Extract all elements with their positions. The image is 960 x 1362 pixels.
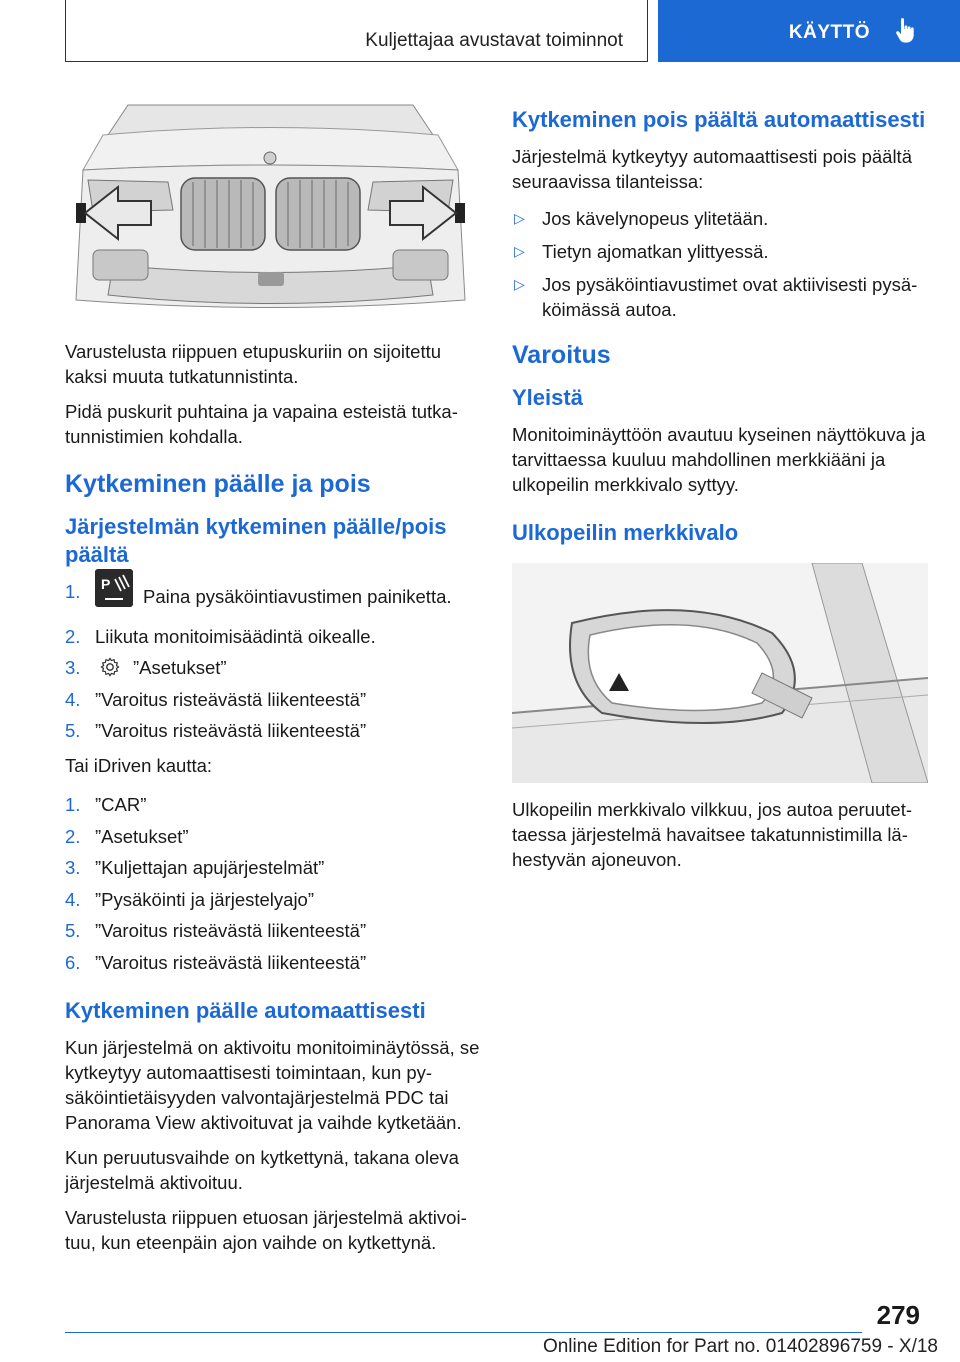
step-text: ”CAR”	[95, 794, 147, 816]
list-item-text: Jos pysäköintiavustimet ovat aktiivisesti pysä-köimässä autoa.	[542, 274, 918, 320]
idrive-steps-list	[65, 792, 481, 975]
heading-system-on-off: Järjestelmän kytkeminen päälle/pois päältä	[65, 514, 447, 567]
paragraph: Kun peruutusvaihde on kytkettynä, takana oleva järjestelmä aktivoituu.	[65, 1146, 459, 1193]
hand-pointing-icon	[894, 18, 918, 44]
step-text: ”Varoitus risteävästä liikenteestä”	[95, 688, 367, 710]
paragraph: Kun järjestelmä on aktivoitu monitoiminäytössä, se kytkeytyy automaattisesti toimintaan, kun py-säköintietäisyyden valvontajärjestelmä PDC tai Panorama View aktivoituvat ja vaihde kytketään.	[65, 1036, 480, 1133]
side-mirror-indicator-figure	[512, 563, 928, 783]
parking-assistant-button-icon	[95, 569, 133, 607]
list-item	[65, 624, 481, 649]
gear-icon	[99, 656, 121, 678]
step-text: Paina pysäköintiavustimen painiketta.	[143, 585, 452, 607]
step-number: 2.	[65, 825, 81, 847]
off-conditions-list	[512, 206, 928, 322]
list-item	[512, 239, 928, 264]
page-number: 279	[876, 1300, 920, 1330]
step-text: Liikuta monitoimisäädintä oikealle.	[95, 625, 376, 647]
footer-edition: Online Edition for Part no. 01402896759 - X/18	[542, 1336, 938, 1357]
list-item	[65, 824, 481, 849]
list-item	[65, 718, 481, 743]
heading-general: Yleistä	[512, 385, 583, 410]
triangle-bullet-icon: ▷	[514, 210, 525, 226]
step-number: 1.	[65, 581, 81, 602]
step-number: 4.	[65, 688, 81, 710]
chapter-label: KÄYTTÖ	[788, 22, 870, 43]
paragraph: Varustelusta riippuen etupuskuriin on sijoitettu kaksi muuta tutkatunnistinta.	[65, 341, 442, 387]
heading-auto-off: Kytkeminen pois päältä automaattisesti	[512, 107, 926, 132]
list-item	[65, 687, 481, 712]
left-column	[65, 100, 481, 1265]
step-text: ”Asetukset”	[133, 657, 227, 678]
step-number: 5.	[65, 920, 81, 942]
step-number: 6.	[65, 951, 81, 973]
list-item-text: Jos kävelynopeus ylitetään.	[542, 208, 769, 229]
step-text: ”Varoitus risteävästä liikenteestä”	[95, 951, 367, 973]
heading-switch: Kytkeminen päälle ja pois	[65, 470, 371, 498]
triangle-bullet-icon: ▷	[514, 243, 525, 259]
paragraph: Monitoiminäyttöön avautuu kyseinen näyttökuva ja tarvittaessa kuuluu mahdollinen merkkiääni ja ulkopeilin merkkivalo syttyy.	[512, 424, 926, 495]
chapter-tab[interactable]	[658, 0, 960, 62]
list-item	[65, 576, 481, 617]
step-number: 2.	[65, 625, 81, 647]
footer-divider	[65, 1332, 862, 1333]
list-item	[65, 950, 481, 975]
heading-mirror-indicator: Ulkopeilin merkkivalo	[512, 520, 739, 545]
step-number: 4.	[65, 888, 81, 910]
step-text: ”Kuljettajan apujärjestelmät”	[95, 857, 325, 879]
steps-list	[65, 576, 481, 743]
heading-auto-on: Kytkeminen päälle automaattisesti	[65, 997, 426, 1023]
list-item	[65, 855, 481, 880]
list-item	[512, 272, 928, 322]
paragraph: Pidä puskurit puhtaina ja vapaina esteistä tutka-tunnistimien kohdalla.	[65, 401, 458, 447]
step-number: 3.	[65, 857, 81, 879]
list-item	[65, 887, 481, 912]
step-text: ”Asetukset”	[95, 825, 189, 847]
step-text: ”Varoitus risteävästä liikenteestä”	[95, 720, 367, 742]
step-number: 1.	[65, 794, 81, 816]
step-number: 5.	[65, 720, 81, 742]
paragraph: Järjestelmä kytkeytyy automaattisesti pois päältä seuraavissa tilanteissa:	[512, 146, 912, 192]
right-column	[512, 100, 928, 882]
heading-warning: Varoitus	[512, 341, 611, 369]
car-front-sensors-figure	[73, 100, 468, 325]
section-title: Kuljettajaa avustavat toiminnot	[365, 30, 623, 51]
list-item	[65, 655, 481, 680]
triangle-bullet-icon: ▷	[514, 276, 525, 292]
idrive-intro: Tai iDriven kautta:	[65, 755, 213, 777]
list-item-text: Tietyn ajomatkan ylittyessä.	[542, 241, 769, 262]
paragraph: Ulkopeilin merkkivalo vilkkuu, jos autoa peruutet-taessa järjestelmä havaitsee takatunnistimilla lä-hestyvän ajoneuvon.	[512, 799, 912, 870]
step-text: ”Pysäköinti ja järjestelyajo”	[95, 888, 315, 910]
list-item	[512, 206, 928, 231]
step-text: ”Varoitus risteävästä liikenteestä”	[95, 920, 367, 942]
list-item	[65, 792, 481, 817]
svg-text:P: P	[101, 576, 111, 592]
header-frame	[65, 0, 648, 62]
paragraph: Varustelusta riippuen etuosan järjestelmä aktivoi-tuu, kun eteenpäin ajon vaihde on kytkettynä.	[65, 1206, 467, 1253]
list-item	[65, 918, 481, 943]
step-number: 3.	[65, 657, 81, 678]
